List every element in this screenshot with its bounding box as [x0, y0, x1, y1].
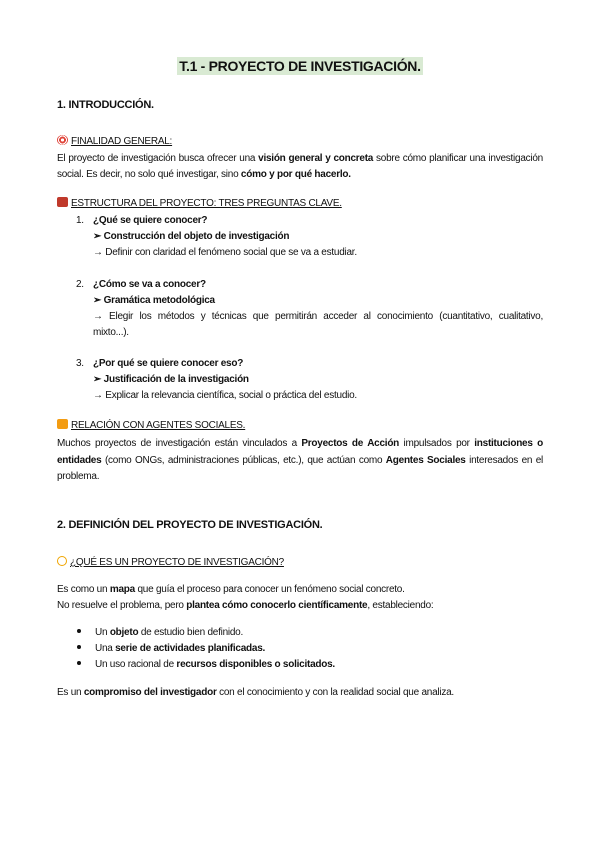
que-es-label: ¿QUÉ ES UN PROYECTO DE INVESTIGACIÓN? — [57, 556, 284, 569]
question-description-cont: mixto...). — [93, 327, 129, 338]
question-subtitle: ➢ Justificación de la investigación — [93, 374, 249, 385]
question-description: → Elegir los métodos y técnicas que permitirán acceder al conocimiento (cuantitativo, cualitativo, — [93, 311, 543, 322]
question-description: → Definir con claridad el fenómeno social que se va a estudiar. — [93, 247, 357, 258]
books-icon — [57, 197, 68, 207]
bullet-icon — [77, 629, 81, 633]
section-1-heading: 1. INTRODUCCIÓN. — [57, 99, 154, 111]
bullet-icon — [77, 645, 81, 649]
list-item: Un uso racional de recursos disponibles o solicitados. — [77, 658, 335, 671]
list-number: 3. — [76, 358, 84, 369]
document-title: T.1 - PROYECTO DE INVESTIGACIÓN. — [179, 58, 421, 74]
relacion-label: RELACIÓN CON AGENTES SOCIALES. — [57, 419, 245, 432]
target-icon — [57, 135, 68, 145]
paragraph: Es como un mapa que guía el proceso para conocer un fenómeno social concreto. — [57, 584, 405, 595]
list-number: 1. — [76, 215, 84, 226]
question: ¿Qué se quiere conocer? — [93, 215, 208, 226]
finalidad-paragraph: El proyecto de investigación busca ofrecer una visión general y concreta sobre cómo planificar una investigación social. Es decir, no solo qué investigar, sino cómo y por qué hacerlo. — [57, 153, 543, 180]
bullet-icon — [77, 661, 81, 665]
paragraph: Es un compromiso del investigador con el conocimiento y con la realidad social que analiza. — [57, 687, 454, 698]
compass-icon — [57, 556, 67, 566]
question-description: → Explicar la relevancia científica, social o práctica del estudio. — [93, 390, 357, 401]
paragraph: No resuelve el problema, pero plantea cómo conocerlo científicamente, estableciendo: — [57, 600, 434, 611]
repeat-icon — [57, 419, 68, 429]
question: ¿Por qué se quiere conocer eso? — [93, 358, 244, 369]
question: ¿Cómo se va a conocer? — [93, 279, 206, 290]
list-item: Un objeto de estudio bien definido. — [77, 626, 243, 639]
list-number: 2. — [76, 279, 84, 290]
section-2-heading: 2. DEFINICIÓN DEL PROYECTO DE INVESTIGACIÓN. — [57, 519, 323, 531]
estructura-label: ESTRUCTURA DEL PROYECTO: TRES PREGUNTAS CLAVE. — [57, 197, 342, 210]
question-subtitle: ➢ Gramática metodológica — [93, 295, 215, 306]
question-subtitle: ➢ Construcción del objeto de investigación — [93, 231, 290, 242]
relacion-paragraph: Muchos proyectos de investigación están vinculados a Proyectos de Acción impulsados por instituciones o entidades (como ONGs, administraciones públicas, etc.), que actúan como Agentes Sociales interesados en el problema. — [57, 438, 544, 482]
list-item: Una serie de actividades planificadas. — [77, 642, 265, 655]
finalidad-label: FINALIDAD GENERAL: — [57, 135, 172, 148]
